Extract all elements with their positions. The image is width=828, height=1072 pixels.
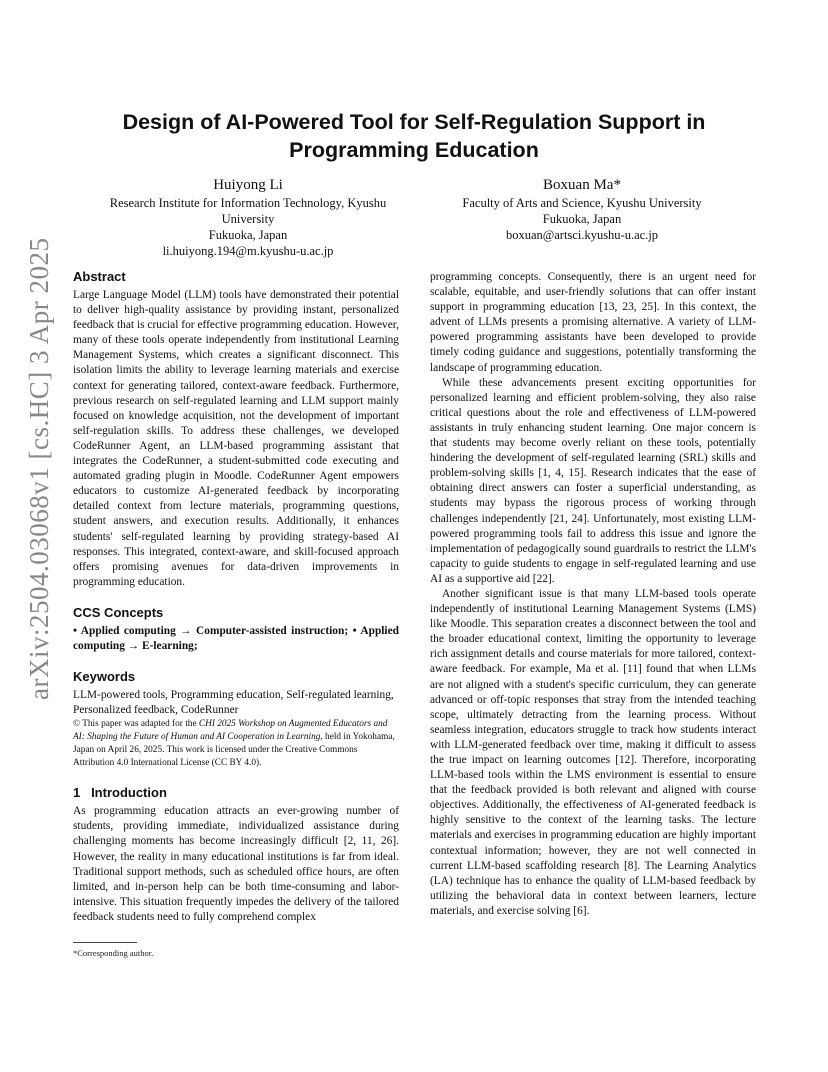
author-location: Fukuoka, Japan: [208, 228, 288, 242]
footnote: *Corresponding author.: [73, 948, 154, 958]
workshop-name: CHI 2025 Workshop on Augmented Educators and AI: Shaping the Future of Human and AI Cooperation in Learning: [73, 719, 388, 743]
introduction-section: [73, 784, 399, 925]
abstract-text: Large Language Model (LLM) tools have demonstrated their potential to deliver high-quality assistance by providing instant, personalized feedback that is crucial for effective programming education. However, many of these tools operate independently from institutional Learning Management Systems, which creates a significant disconnect. This isolation limits the ability to leverage learning materials and exercise context for generating tailored, context-aware feedback. Furthermore, previous research on self-regulated learning and LLM support mainly focused on knowledge acquisition, not the development of important self-regulation skills. To address these challenges, we developed CodeRunner Agent, an LLM-based programming assistant that integrates the CodeRunner, a student-submitted code executing and automated grading plugin in Moodle. CodeRunner Agent empowers educators to customize AI-generated feedback by incorporating detailed context from lecture materials, programming questions, student answers, and execution results. Additionally, it enhances students' self-regulated learning by providing strategy-based AI responses. This integrated, context-aware, and skill-focused approach offers promising avenues for data-driven improvements in programming education.: [73, 289, 399, 588]
notice-prefix: © This paper was adapted for the: [73, 719, 199, 730]
keywords-heading: Keywords: [73, 669, 136, 685]
author-affiliation: Faculty of Arts and Science, Kyushu University: [462, 196, 702, 210]
author-name: Huiyong Li: [213, 177, 283, 193]
ccs-heading: CCS Concepts: [73, 604, 164, 620]
abstract-heading: Abstract: [73, 269, 126, 284]
intro-paragraph: Another significant issue is that many LLM-based tools operate independently of institutional Learning Management Systems (LMS) like Moodle. This separation creates a disconnect between the tool and the broader educational context, limiting the opportunity to leverage rich assignment details and course materials for more tailored, context-aware feedback. For example, Ma et al. [11] found that when LLMs are not aligned with a student's specific curriculum, they can generate advanced or off-topic responses that stray from the intended teaching scope, ultimately detracting from the learning process. Without seamless integration, educators struggle to track how students interact with LLM-generated feedback over time, making it difficult to assess the true impact on learning outcomes [12]. Therefore, incorporating LLM-based tools within the LMS environment is essential to ensure that the feedback provided is both relevant and aligned with course objectives. Additionally, the effectiveness of AI-generated feedback is highly sensitive to the context of the learning tasks. The lecture materials and exercises in programming education are highly important contextual information; however, they are not well connected in current LLM-based scaffolding research [8]. The Learning Analytics (LA) technique has to enhance the quality of LLM-based feedback by utilizing the behavioral data in context between learners, lecture materials, and exercise solving [6].: [430, 587, 756, 917]
author-email: boxuan@artsci.kyushu-u.ac.jp: [505, 228, 659, 242]
introduction-text-left: As programming education attracts an ever-growing number of students, providing immediate, individualized assistance during challenging moments has become increasingly difficult [2, 11, 26]. However, the reality in many educational institutions is far from ideal. Traditional support methods, such as scheduled office hours, are often limited, and in-person help can be both time-consuming and labor-intensive. This situation frequently impedes the delivery of the tailored feedback students need to fully comprehend complex: [73, 805, 399, 923]
right-column: [430, 270, 756, 919]
introduction-heading: 1 Introduction: [73, 785, 167, 801]
notice-suffix: , held in Yokohama, Japan on April 26, 2025. This work is licensed under the Creative Commons Attribution 4.0 International License (CC BY 4.0).: [73, 732, 395, 769]
author-block: [432, 175, 732, 243]
intro-paragraph: programming concepts. Consequently, there is an urgent need for scalable, equitable, and user-friendly solutions that can offer instant support in programming education [13, 23, 25]. In this context, the advent of LLMs presents a promising alternative. A variety of LLM-powered programming assistants have been developed to provide timely coding guidance and suggestions, potentially transforming the landscape of programming education.: [430, 271, 756, 374]
ccs-section: [73, 604, 399, 654]
author-block: [90, 175, 406, 259]
copyright-notice: [73, 718, 399, 770]
author-name: Boxuan Ma*: [543, 177, 621, 193]
author-location: Fukuoka, Japan: [542, 212, 622, 226]
author-affiliation: Research Institute for Information Technology, Kyushu University: [109, 196, 387, 226]
paper-title: Design of AI-Powered Tool for Self-Regulation Support in Programming Education: [122, 110, 706, 162]
left-column: [73, 268, 399, 925]
arxiv-identifier: arXiv:2504.03068v1 [cs.HC] 3 Apr 2025: [24, 237, 54, 700]
keywords-section: [73, 668, 399, 718]
keywords-text: LLM-powered tools, Programming education, Self-regulated learning, Personalized feedback, CodeRunner: [73, 689, 394, 717]
intro-paragraph: While these advancements present exciting opportunities for personalized learning and efficient problem-solving, they also raise critical questions about the role and effectiveness of LLM-powered assistants in truly enhancing student learning. One major concern is that students may become overly reliant on these tools, potentially hindering the development of self-regulated learning (SRL) skills and problem-solving skills [1, 4, 15]. Research indicates that the ease of obtaining direct answers can foster a superficial understanding, as students may bypass the rigorous process of working through challenges independently [21, 24]. Unfortunately, most existing LLM-powered programming tools fail to address this issue and ignore the implementation of pedagogically sound guardrails to restrict the LLM's capacity to guide students to engage in self-regulated learning and use AI as a supportive aid [22].: [430, 376, 756, 585]
ccs-text: • Applied computing → Computer-assisted instruction; • Applied computing → E-learning;: [73, 624, 399, 652]
author-email: li.huiyong.194@m.kyushu-u.ac.jp: [162, 244, 334, 258]
footnote-divider: [73, 942, 137, 943]
